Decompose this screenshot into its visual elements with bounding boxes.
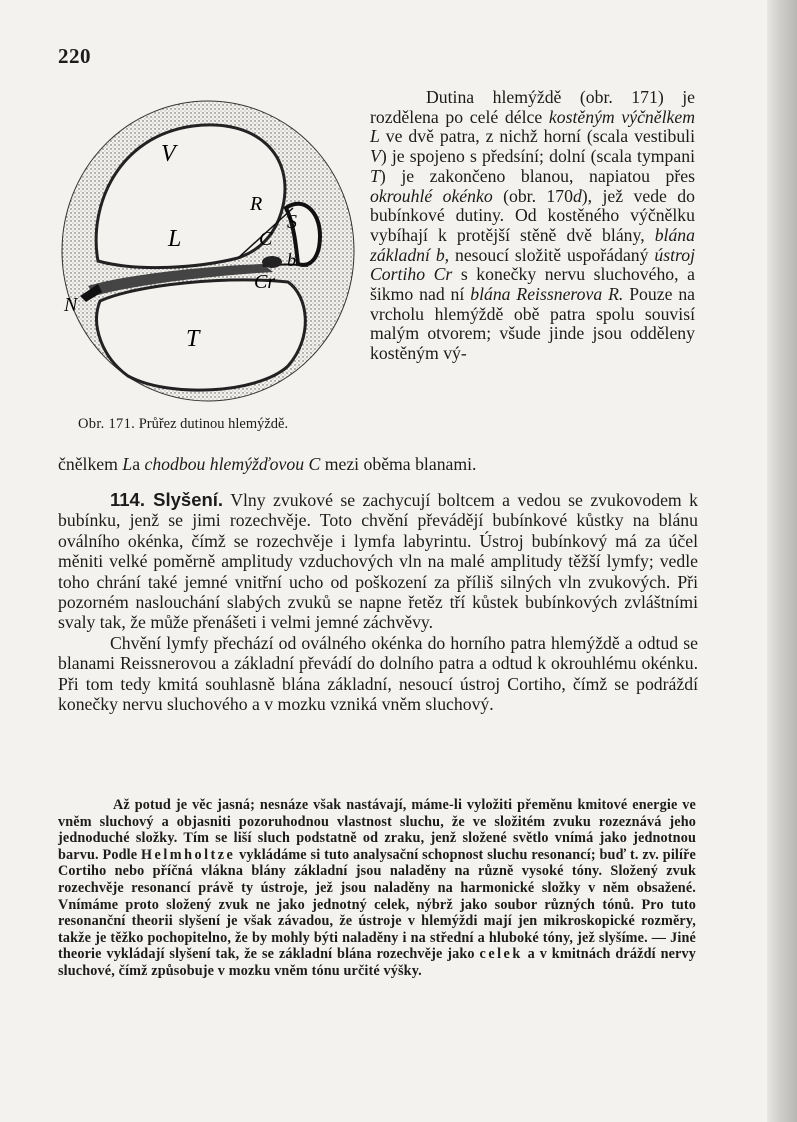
cochlea-drawing: [58, 96, 368, 414]
intro-end-em-l: L: [122, 454, 133, 474]
page-number: 220: [58, 44, 91, 68]
caption-text: Průřez dutinou hlemýždě.: [138, 416, 289, 432]
label-r: R: [250, 193, 263, 215]
intro-paragraph: [370, 88, 695, 364]
intro-em-blana-zakladni: blána základní b,: [370, 224, 695, 265]
section-114: [58, 490, 698, 714]
intro-em-okenko: okrouhlé okénko: [370, 185, 493, 206]
note-helmholtz: Helmholtze: [141, 846, 236, 863]
label-v: V: [161, 141, 176, 167]
note-text-3: a v kmitnách dráždí nervy sluchové, čímž způsobuje v mozku vněm tónu určité výšky.: [58, 946, 696, 979]
figure-caption: [78, 416, 378, 433]
intro-end-text-1: čnělkem: [58, 454, 118, 474]
intro-text-9: Pouze na vrcholu hlemýždě obě patra spolu souvisí malým otvorem; všude jinde jsou odděleny kostěným vý-: [370, 284, 696, 364]
intro-text-2: ve dvě patra, z nichž horní (scala vestibuli: [385, 126, 695, 147]
section-paragraph-1: Vlny zvukové se zachycují boltcem a vedou se zvukovodem k bubínku, jenž se jimi rozechvěje. Toto chvění převádějí bubínkové kůstky na blánu oválního okénka, čímž se rozechvěje i lymfa labyrintu. Ústroj bubínkový má za účel měniti velké poměrně amplitudy vzduchových vln na malé amplitudy těžší lymfy; vedle toho chrání také jemné vnitřní ucho od poškození za příliš silných vln zvukových. Při pozorném naslouchání slabých zvuků se napne řetěz tří kůstek bubínkových zvláštními svaly tak, že může přenášeti i velmi jemné záchvěvy.: [58, 490, 698, 633]
intro-em-d: d: [572, 185, 582, 206]
intro-end-text-2: a: [132, 454, 141, 474]
intro-em-reissnerova: blána Reissnerova R.: [470, 284, 624, 305]
intro-end-text-3: mezi oběma blanami.: [324, 454, 477, 474]
label-cr: Cr: [254, 271, 276, 293]
label-s: S: [287, 211, 297, 233]
section-heading: 114. Slyšení.: [110, 489, 224, 510]
cochlea-cross-section-figure: [58, 96, 368, 414]
intro-text-8: s konečky nervu sluchového, a šikmo nad ní: [370, 264, 695, 305]
intro-text-7: nesoucí složitě uspořádaný: [454, 244, 649, 265]
intro-text-4: ) je zakončeno blanou, napiatou přes: [379, 165, 695, 186]
intro-end-em-chodba: chodbou hlemýžďovou C: [144, 454, 321, 474]
label-t: T: [186, 326, 200, 352]
note-text-2: vykládáme si tuto analysační schopnost sluchu resonancí; buď t. zv. pilíře Cortiho nebo příčná vlákna blány základní jsou naladěny na různě vysoké tóny. Složený zvuk rozechvěje resonancí právě ty ústroje, jež jsou naladěny na harmonické složky v něm obsažené. Vnímáme proto složený zvuk ne jako jednotný celek, nýbrž jako soubor různých tónů. Pro tuto resonanční theorii slyšení je však závadou, že ústroje v hlemýždi mají jen mikroskopické rozměry, takže je těžko pochopitelno, že by mohly býti naladěny i na střední a hluboké tóny, jež slyšíme. — Jiné theorie vykládají slyšení tak, že se základní blána rozechvěje jako: [58, 846, 696, 963]
label-l: L: [168, 226, 182, 252]
label-c: C: [259, 228, 273, 250]
label-n: N: [64, 294, 78, 316]
intro-em-kosteny: kostěným výčnělkem L: [370, 106, 696, 147]
section-paragraph-2: Chvění lymfy přechází od oválného okénka do horního patra hlemýždě a odtud se blanami Reissnerovou a základní převádí do dolního patra a odtud k okrouhlému okénku. Při tom tedy kmitá souhlasně blána základní, nesoucí ústroj Cortiho, čímž se podráždí konečky nervu sluchového a v mozku vzniká vněm sluchový.: [58, 632, 698, 715]
organ-of-corti: [262, 256, 282, 268]
intro-text-1: Dutina hlemýždě (obr. 171) je rozdělena po celé délce: [370, 87, 695, 127]
intro-text-6: ), jež vede do bubínkové dutiny. Od kostěného výčnělku vybíhají k protější stěně dvě blány,: [370, 185, 695, 245]
intro-em-t: T: [370, 165, 380, 186]
note-text-1: Až potud je věc jasná; nesnáze však nastávají, máme-li vyložiti přeměnu kmitové energie ve vněm sluchový a objasniti pozoruhodnou vlastnost sluchu, že ve složitém zvuku rozeznává jeho jednoduché složky. Tím se liší sluch podstatně od zraku, jenž složené světlo vnímá jako jednotnou barvu. Podle: [58, 797, 696, 863]
intro-em-v: V: [370, 146, 381, 167]
note-celek: celek: [479, 946, 523, 963]
intro-text-3: ) je spojeno s předsíní; dolní (scala tympani: [380, 146, 695, 167]
caption-number: Obr. 171.: [78, 416, 136, 432]
label-b: b: [287, 250, 296, 270]
intro-paragraph-end: [58, 454, 698, 474]
small-print-note: [58, 797, 696, 980]
scan-page-edge: [767, 0, 797, 1122]
scala-tympani: [97, 280, 306, 390]
intro-em-cortiho: ústroj Cortiho Cr: [370, 244, 696, 285]
intro-text-5: (obr. 170: [503, 185, 573, 206]
